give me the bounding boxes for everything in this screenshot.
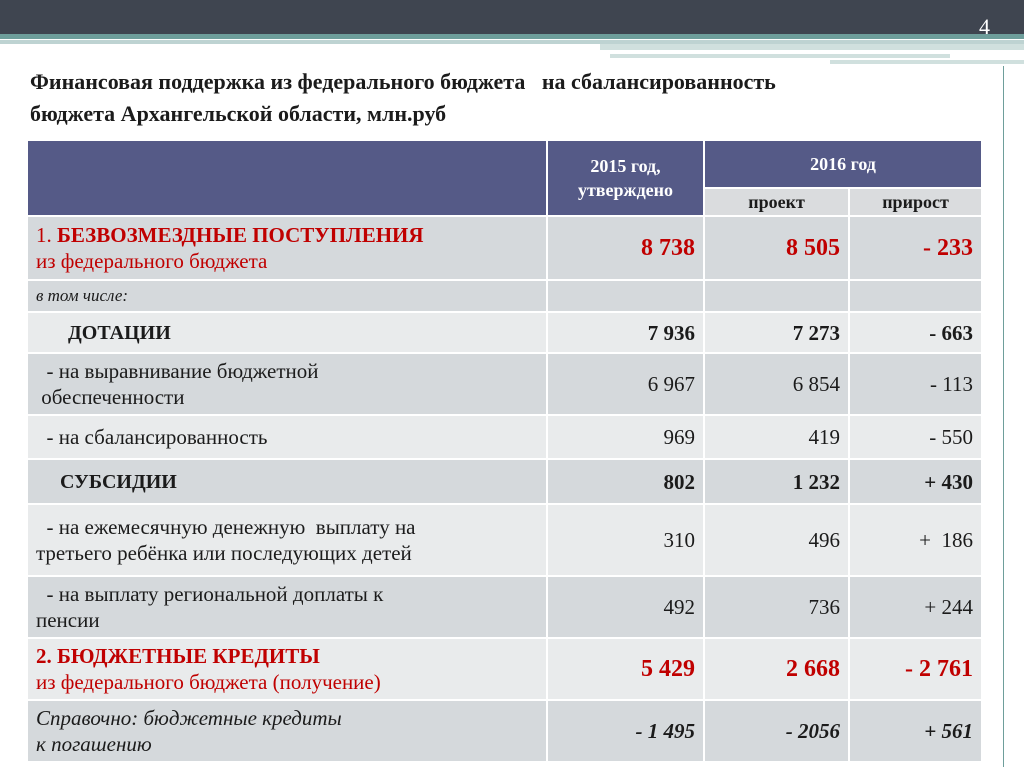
row-label: в том числе: xyxy=(27,280,547,312)
row-label xyxy=(27,504,547,576)
table-row xyxy=(27,459,982,504)
slide-number: 4 xyxy=(979,14,990,39)
row-label: СУБСИДИИ xyxy=(27,459,547,504)
table-row xyxy=(27,312,982,353)
header-label-cell xyxy=(27,140,547,216)
cell-growth: - 550 xyxy=(849,415,982,459)
cell-growth: - 113 xyxy=(849,353,982,415)
cell-2016: 736 xyxy=(704,576,849,638)
cell-2015: 6 967 xyxy=(547,353,704,415)
top-banner xyxy=(0,0,1024,34)
row-label-line2: пенсии xyxy=(36,608,100,632)
header-growth: прирост xyxy=(849,188,982,216)
row-label-line2: из федерального бюджета xyxy=(36,249,268,273)
header-2015-line1: 2015 год, xyxy=(590,156,661,176)
cell-2016: 2 668 xyxy=(704,638,849,700)
table-row xyxy=(27,700,982,762)
cell-2016: 419 xyxy=(704,415,849,459)
cell-2016: 1 232 xyxy=(704,459,849,504)
table-row xyxy=(27,280,982,312)
cell-2015: 310 xyxy=(547,504,704,576)
row-label-line1: - на выравнивание бюджетной xyxy=(36,359,319,383)
row-label-line1: Справочно: бюджетные кредиты xyxy=(36,706,342,730)
table-row xyxy=(27,353,982,415)
cell-2015: 8 738 xyxy=(547,216,704,280)
title-line-1: Финансовая поддержка из федерального бюджета на сбалансированность xyxy=(30,69,776,94)
cell-2016 xyxy=(704,280,849,312)
cell-growth: + 186 xyxy=(849,504,982,576)
row-label xyxy=(27,353,547,415)
row-label-prefix: 1. xyxy=(36,223,57,247)
row-label-line1 xyxy=(36,222,538,248)
row-label-line2: к погашению xyxy=(36,732,152,756)
row-label-line2: третьего ребёнка или последующих детей xyxy=(36,541,412,565)
slide-edge-line xyxy=(1003,66,1004,767)
row-label xyxy=(27,638,547,700)
cell-growth: + 244 xyxy=(849,576,982,638)
budget-table xyxy=(26,139,983,763)
row-label xyxy=(27,700,547,762)
row-label-line1: - на ежемесячную денежную выплату на xyxy=(36,515,416,539)
cell-2016: 496 xyxy=(704,504,849,576)
row-label-line1: 2. БЮДЖЕТНЫЕ КРЕДИТЫ xyxy=(36,644,320,668)
cell-2015: 492 xyxy=(547,576,704,638)
table-row xyxy=(27,576,982,638)
header-project: проект xyxy=(704,188,849,216)
cell-2015: - 1 495 xyxy=(547,700,704,762)
row-label: - на сбалансированность xyxy=(27,415,547,459)
banner-accent xyxy=(600,44,1024,50)
cell-2015 xyxy=(547,280,704,312)
row-label-line2: из федерального бюджета (получение) xyxy=(36,670,381,694)
row-label-line2: обеспеченности xyxy=(36,385,185,409)
header-2015-line2: утверждено xyxy=(577,180,674,200)
cell-growth: + 561 xyxy=(849,700,982,762)
cell-2016: 8 505 xyxy=(704,216,849,280)
row-label-main: БЕЗВОЗМЕЗДНЫЕ ПОСТУПЛЕНИЯ xyxy=(57,223,424,247)
page-title xyxy=(30,66,1010,130)
row-label xyxy=(27,216,547,280)
cell-2015: 969 xyxy=(547,415,704,459)
cell-2016: 7 273 xyxy=(704,312,849,353)
row-label: ДОТАЦИИ xyxy=(27,312,547,353)
cell-growth: + 430 xyxy=(849,459,982,504)
cell-2016: 6 854 xyxy=(704,353,849,415)
cell-2015: 7 936 xyxy=(547,312,704,353)
cell-2015: 5 429 xyxy=(547,638,704,700)
banner-accent xyxy=(610,54,950,58)
cell-growth: - 663 xyxy=(849,312,982,353)
row-label xyxy=(27,576,547,638)
title-line-2: бюджета Архангельской области, млн.руб xyxy=(30,101,447,126)
cell-growth xyxy=(849,280,982,312)
table-row xyxy=(27,638,982,700)
table-row xyxy=(27,504,982,576)
cell-2015: 802 xyxy=(547,459,704,504)
row-label-line1: - на выплату региональной доплаты к xyxy=(36,582,384,606)
header-2015 xyxy=(547,140,704,216)
cell-growth: - 233 xyxy=(849,216,982,280)
table-row xyxy=(27,415,982,459)
header-2016: 2016 год xyxy=(704,140,982,188)
table-row xyxy=(27,216,982,280)
cell-growth: - 2 761 xyxy=(849,638,982,700)
banner-accent xyxy=(830,60,1024,64)
cell-2016: - 2056 xyxy=(704,700,849,762)
banner-stripe xyxy=(0,34,1024,39)
